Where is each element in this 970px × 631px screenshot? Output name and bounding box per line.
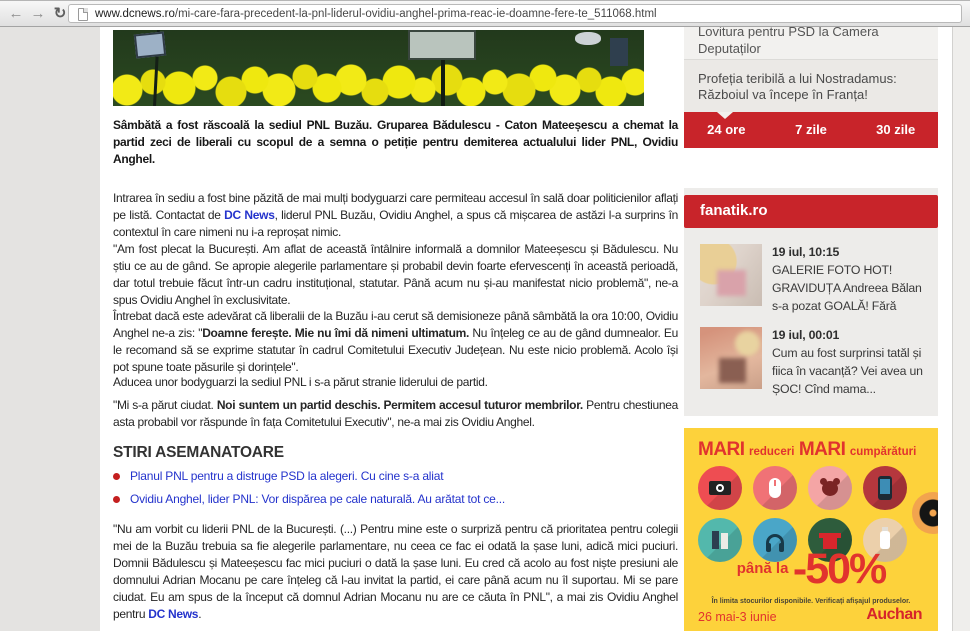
url-path: /mi-care-fara-precedent-la-pnl-liderul-ovidiu-anghel-prima-reac-ie-doamne-fere-te_511068.html <box>174 8 657 20</box>
item-timestamp: 19 iul, 10:15 <box>772 245 840 259</box>
thumbnail-blur-patch <box>717 270 746 296</box>
scrollbar[interactable] <box>952 27 970 631</box>
quote-bold: Noi suntem un partid deschis. Permitem accesul tuturor membrilor. <box>216 398 583 412</box>
ad-offer <box>684 545 938 594</box>
article-paragraph-1 <box>113 190 678 241</box>
thumbnail-blur-patch <box>735 331 760 356</box>
paragraph-text: "Mi s-a părut ciudat. <box>113 398 217 412</box>
fanatik-item-1[interactable] <box>772 243 934 315</box>
url-bar[interactable] <box>68 4 962 23</box>
camera-monitor <box>610 38 628 66</box>
item-title: Cum au fost surprinsi tatăl și fiica în vacanță? Vei avea un ȘOC! Cînd mama... <box>772 346 923 396</box>
related-link-1[interactable]: Planul PNL pentru a distruge PSD la alegeri. Cu cine s-a aliat <box>130 469 444 483</box>
article-lead: Sâmbătă a fost răscoală la sediul PNL Buzău. Gruparea Bădulescu - Caton Mateeșescu a chemat la partid zeci de liberali cu scopul de a semna o petiție pentru demiterea actualului lider PNL, Ovidiu Anghel. <box>113 118 678 166</box>
url-domain: www.dcnews.ro <box>95 8 175 20</box>
paragraph-text: Întrebat dacă este adevărat că liberalii de la Buzău i-au cerut să demisioneze până sâmbătă la ora 10:00, Ovidiu Anghel ne-a zis: " <box>113 309 678 340</box>
light-panel <box>408 30 476 60</box>
related-link-row <box>113 469 443 483</box>
paragraph-text: Nu înțeleg ce au de gând dumnealor. Eu le recomand să se exprime statutar în cadrul Comitetului Executiv Județean. Nu este nicio problemă. Acolo își pot spune toate păsurile și dorințele". <box>113 326 678 374</box>
item-timestamp: 19 iul, 00:01 <box>772 328 840 342</box>
vinyl-record-icon <box>912 492 938 534</box>
auchan-ad-banner[interactable] <box>684 428 938 631</box>
thumbnail-blur-patch <box>719 358 747 383</box>
ad-offer-value: -50% <box>792 545 886 593</box>
page-left-gutter <box>0 27 100 631</box>
fanatik-title: fanatik.ro <box>700 202 768 219</box>
paragraph-text: , liderul PNL Buzău, Ovidiu Anghel, a spus că mișcarea de astăzi l-a surprins în contextul în care nimeni nu i-a reproșat nimic. <box>113 208 678 239</box>
forward-icon[interactable]: → <box>30 5 46 22</box>
dcnews-link[interactable]: DC News <box>224 208 275 222</box>
article-image-balloons <box>113 30 644 106</box>
ad-period: 26 mai-3 iunie <box>698 610 777 624</box>
screen-panel <box>134 31 166 58</box>
page-icon <box>78 8 88 21</box>
ad-headline-mari: MARI <box>698 439 745 460</box>
shoe <box>575 32 601 45</box>
active-tab-notch <box>717 112 733 119</box>
auchan-logo: Auchan <box>866 606 922 623</box>
red-bullet-icon <box>113 473 120 480</box>
sidebar-teaser-psd[interactable] <box>684 27 938 60</box>
tab-24-ore[interactable]: 24 ore <box>707 122 746 137</box>
ad-offer-prefix: până la <box>736 560 789 577</box>
url-text <box>95 7 657 21</box>
item-title: GALERIE FOTO HOT! GRAVIDUȚA Andreea Bălan s-a pozat GOALĂ! Fără <box>772 263 922 313</box>
browser-toolbar <box>0 0 970 27</box>
fanatik-header[interactable] <box>684 195 938 228</box>
fanatik-item-2[interactable] <box>772 326 934 398</box>
red-bullet-icon <box>113 496 120 503</box>
sidebar-teaser-nostradamus[interactable] <box>684 60 938 112</box>
camera-icon <box>698 466 742 510</box>
paragraph-text: Intrarea în sediu a fost bine păzită de mai mulți bodyguarzi care permiteau accesul în sală doar politicienilor aflați pe listă. Contactat de <box>113 191 678 222</box>
related-news-heading: STIRI ASEMANATOARE <box>113 444 284 461</box>
article-paragraph-3 <box>113 308 678 376</box>
dcnews-link[interactable]: DC News <box>148 607 199 621</box>
reload-icon[interactable]: ↻ <box>53 5 67 22</box>
tab-30-zile[interactable]: 30 zile <box>876 122 916 137</box>
related-link-row <box>113 492 505 506</box>
ad-headline-mari: MARI <box>798 439 846 460</box>
fanatik-item-thumbnail[interactable] <box>700 327 762 389</box>
paragraph-text: . <box>198 607 202 621</box>
ad-headline-word: cumpărături <box>849 446 917 458</box>
paragraph-text: Pentru chestiunea asta probabil vor răspunde în fața Comitetului Executiv", ne-a mai zis Ovidiu Anghel. <box>113 398 678 429</box>
teddy-bear-icon <box>808 466 852 510</box>
related-link-2[interactable]: Ovidiu Anghel, lider PNL: Vor dispărea pe cale naturală. Au arătat tot ce... <box>130 492 506 506</box>
paragraph-text: "Nu am vorbit cu liderii PNL de la București. (...) Pentru mine este o surpriză pentru că prioritatea pentru colegii mei de la Buzău trebuia sa fie alegerile parlamentare, nu ceea ce fac ei odată la șase luni, adică mici puciuri. Domnii Bădulescu și Mateeșescu fac mici puciuri o dată la șase luni. Eu cred că acolo au fost niște presiuni ale domnului Adrian Mocanu pe care înțeleg că l-au invitat la partid, ei care până acum nu îl suportau. Mi se pare ciudat. Eu am spus de la început că domnul Adrian Mocanu nu are ce căuta în PNL", a mai zis Ovidiu Anghel pentru <box>113 522 678 621</box>
tab-7-zile[interactable]: 7 zile <box>795 122 827 137</box>
teaser-text: Lovitura pentru PSD la Camera Deputaților <box>698 27 879 56</box>
back-icon[interactable]: ← <box>8 5 24 22</box>
computer-mouse-icon <box>753 466 797 510</box>
ad-disclaimer: În limita stocurilor disponibile. Verificați afișajul produselor. <box>711 598 911 605</box>
ad-headline-word: reduceri <box>749 446 795 458</box>
ad-headline <box>698 439 916 461</box>
article-paragraph-5 <box>113 397 678 431</box>
quote-bold: Doamne ferește. Mie nu îmi dă nimeni ultimatum. <box>202 326 470 340</box>
smartphone-icon <box>863 466 907 510</box>
teaser-text: Profeția teribilă a lui Nostradamus: Războiul va începe în Franța! <box>698 71 897 102</box>
fanatik-item-thumbnail[interactable] <box>700 244 762 306</box>
article-paragraph-2: "Am fost plecat la București. Am aflat de această întâlnire informală a domnilor Mateeșescu și Bădulescu. Nu știu ce au de gând. Se apropie alegerile parlamentare și probabil devin foarte efervescenți în această perioadă, dar totul trebuie făcut într-un cadru instituțional, statutar. Până acum nu și-au manifestat nicio problemă", ne-a spus Ovidiu Anghel în exclusivitate. <box>113 242 678 307</box>
article-paragraph-6 <box>113 521 678 623</box>
article-paragraph-4: Aducea unor bodyguarzi la sediul PNL i s-a părut stranie liderului de partid. <box>113 375 488 389</box>
